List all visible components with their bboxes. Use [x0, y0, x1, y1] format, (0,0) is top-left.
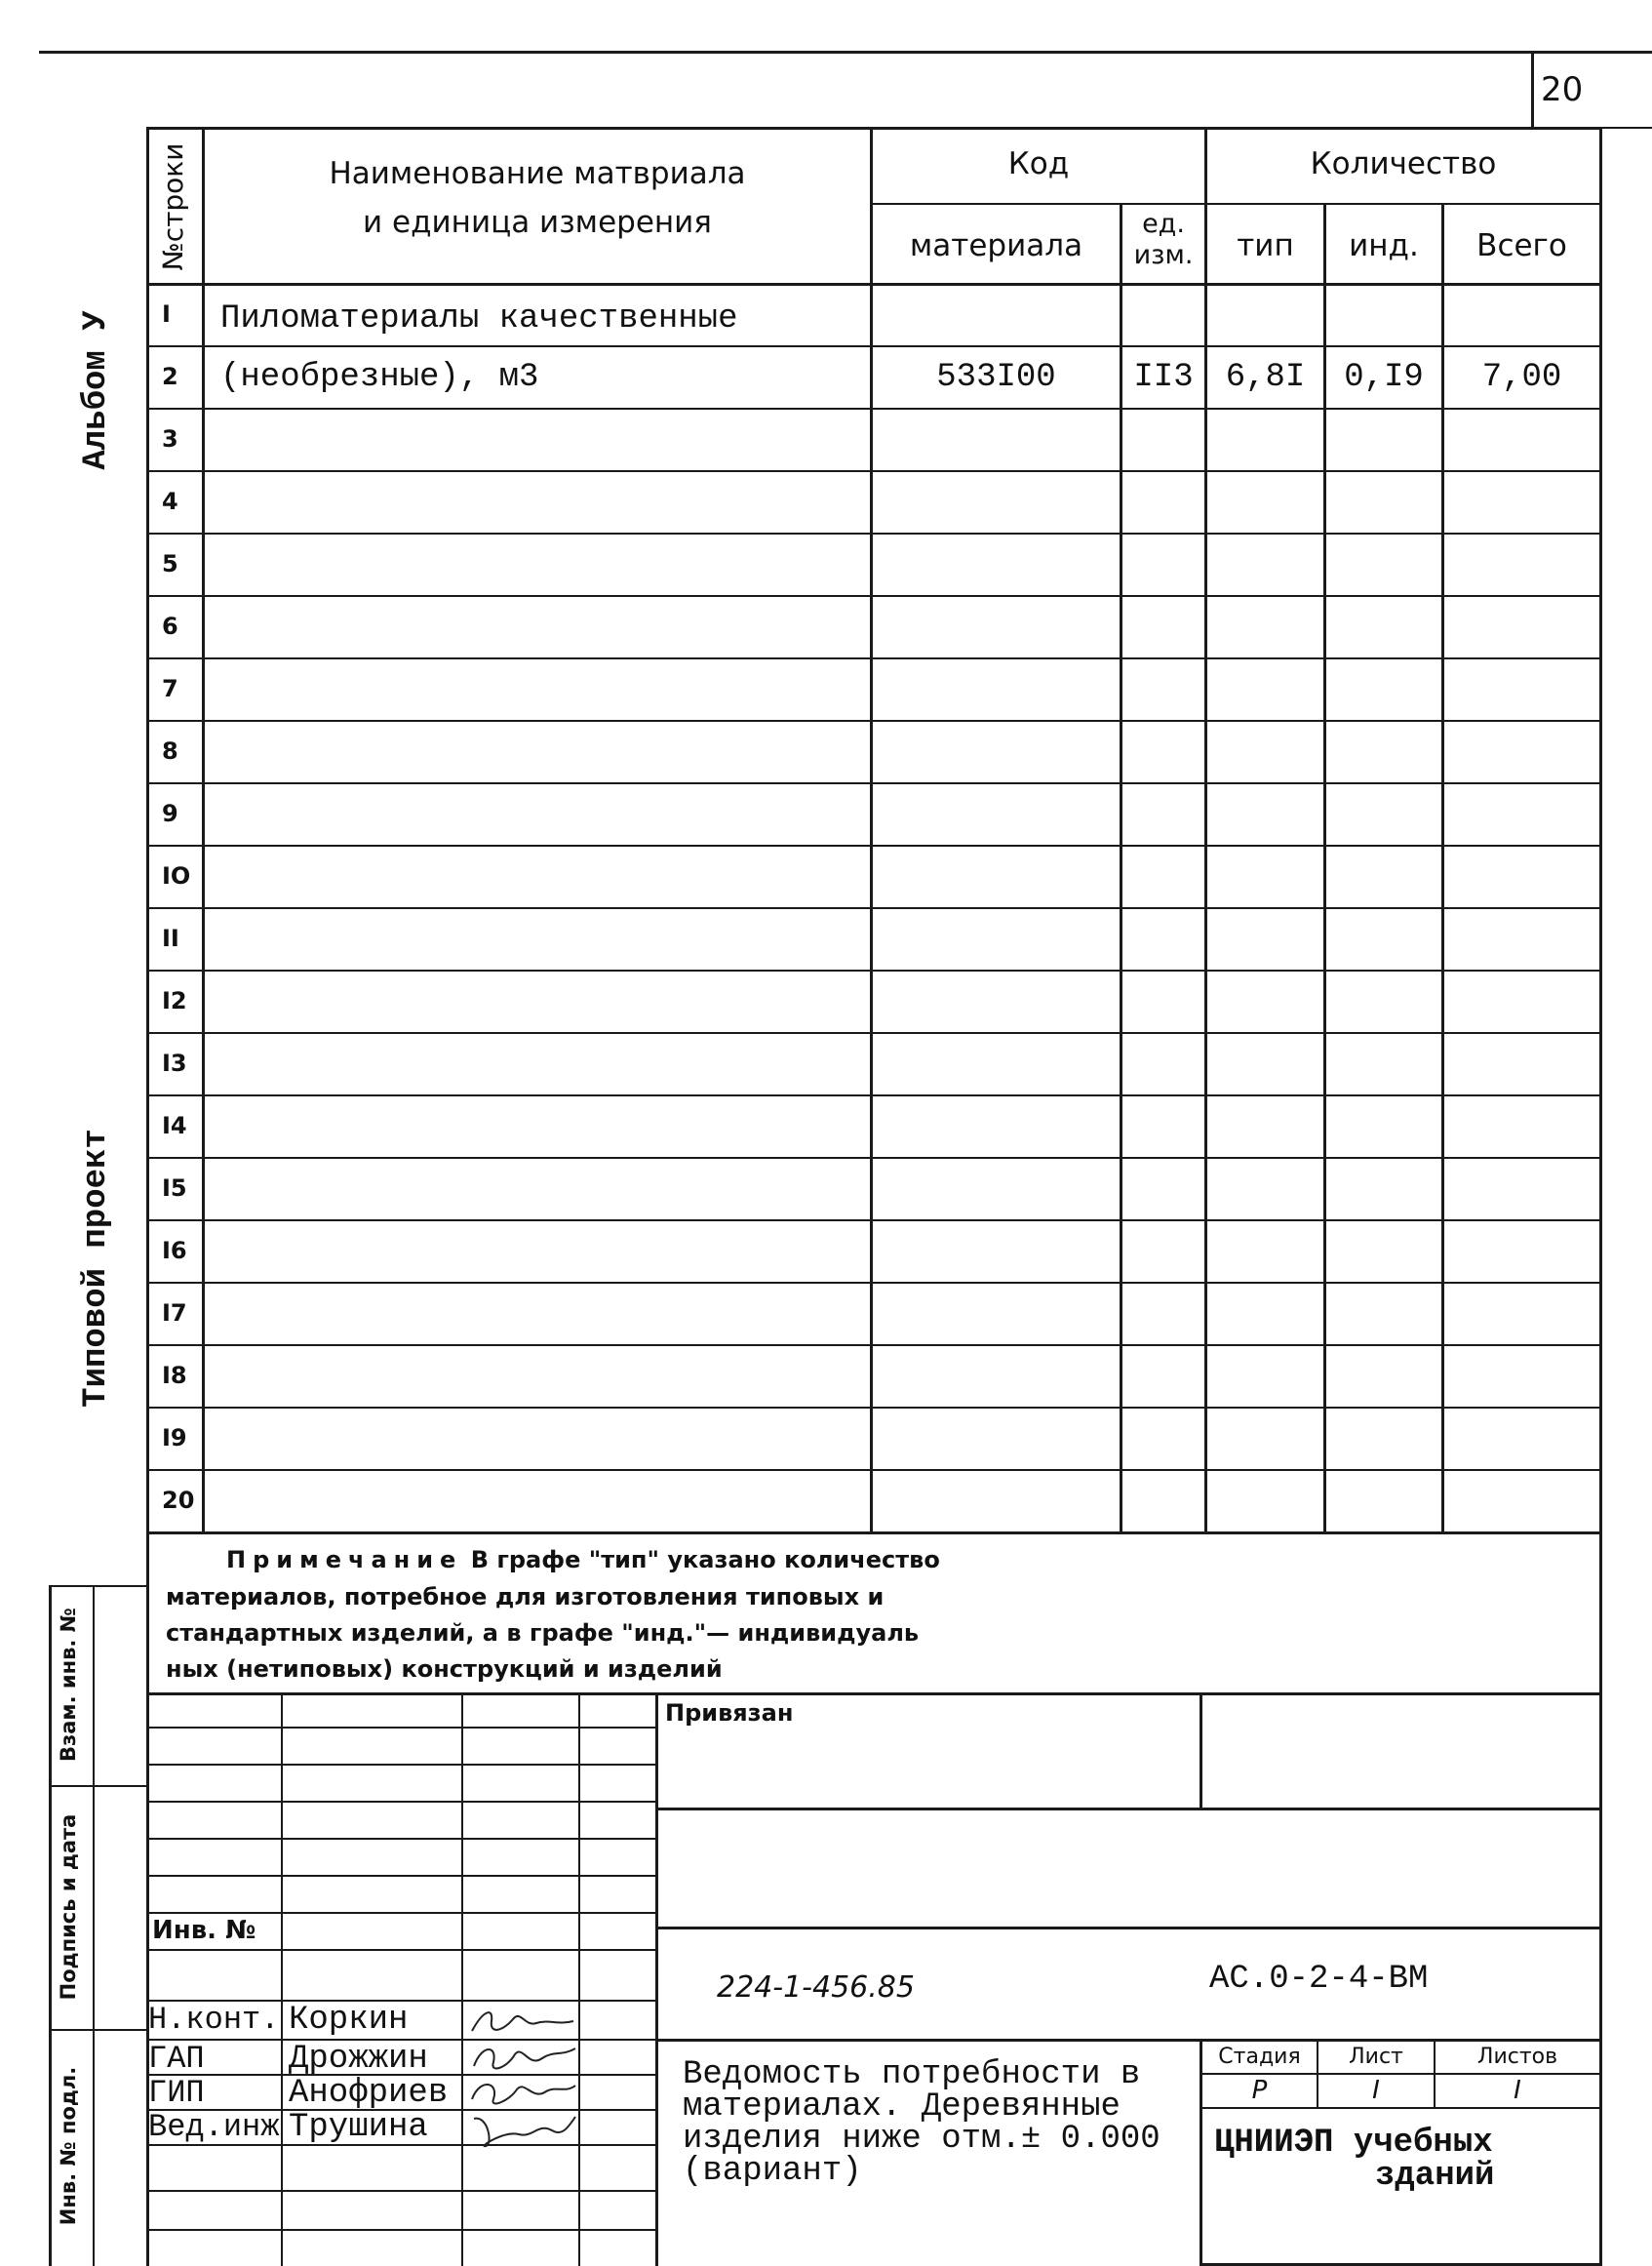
tb-col-role — [281, 1692, 283, 2266]
person-role-4: Вед.инж — [148, 2109, 280, 2145]
table-top — [146, 127, 1602, 130]
row-line — [146, 470, 1602, 472]
header-subrow — [870, 203, 1602, 205]
row-number: I7 — [162, 1299, 187, 1327]
top-rule — [39, 51, 1652, 54]
row-number: 6 — [162, 613, 178, 640]
row1-name: Пиломатериалы качественные — [220, 300, 738, 338]
sheet-label: Лист — [1349, 2045, 1403, 2069]
stamp-div-1 — [49, 1785, 146, 1787]
row-number: 9 — [162, 800, 178, 827]
tb-row — [146, 1912, 656, 1914]
row-line — [146, 1344, 1602, 1346]
row-line — [146, 1094, 1602, 1096]
row-number: 7 — [162, 675, 178, 702]
row-number: 8 — [162, 737, 178, 765]
tb-row — [146, 1875, 656, 1877]
title-line2: материалах. Деревянные — [683, 2088, 1121, 2126]
tb-bound-bottom — [655, 1808, 1602, 1810]
note-text-1: В графе "тип" указано количество — [470, 1546, 940, 1573]
row2-name: (необрезные), м3 — [220, 359, 539, 396]
type-header: тип — [1237, 228, 1294, 263]
row-number: I — [162, 300, 171, 328]
title-line1: Ведомость потребности в — [683, 2056, 1141, 2093]
row-line — [146, 1407, 1602, 1409]
name-header-line1: Наименование матвриала — [329, 156, 746, 191]
row-line — [146, 345, 1602, 347]
stamp-div-2 — [49, 2029, 146, 2031]
page-number: 20 — [1541, 70, 1584, 109]
table-right — [1599, 127, 1602, 2266]
person-name-2: Дрожжин — [289, 2041, 428, 2078]
row-number: 2 — [162, 363, 178, 390]
row-number: I9 — [162, 1424, 187, 1451]
title-line3: изделия ниже отм.± 0.000 — [683, 2121, 1160, 2158]
col-total — [1441, 205, 1444, 1533]
quantity-header: Количество — [1310, 146, 1497, 181]
person-role-2: ГАП — [148, 2041, 205, 2077]
row-line — [146, 845, 1602, 847]
row-number: 4 — [162, 488, 178, 515]
signature-trushina — [464, 2109, 579, 2152]
note-line3: стандартных изделий, а в графе "инд."— индивидуаль — [166, 1619, 920, 1647]
unit-header-line1: ед. — [1142, 209, 1185, 239]
row-no-header: №строки — [157, 142, 189, 271]
org-line1: ЦНИИЭП учебных — [1214, 2125, 1493, 2162]
tb-code-top — [655, 1927, 1602, 1929]
stage-label: Стадия — [1218, 2045, 1301, 2069]
tb-row — [146, 1764, 656, 1766]
org-line2: зданий — [1375, 2158, 1495, 2195]
note-line4: ных (нетиповых) конструкций и изделий — [166, 1655, 723, 1683]
podpis-data-label: Подпись и дата — [57, 1813, 80, 2001]
row-line — [146, 1032, 1602, 1034]
tb-row — [146, 1949, 656, 1951]
row-line — [146, 657, 1602, 659]
row-line — [146, 1219, 1602, 1221]
project-label: Типовой проект — [78, 1129, 115, 1408]
inv-podl-label: Инв. № подл. — [57, 2066, 80, 2226]
tb-bound-divider — [1200, 1692, 1202, 1808]
row-line — [146, 1282, 1602, 1284]
tb-row — [146, 1838, 656, 1840]
tb-col-sign — [578, 1692, 580, 2266]
tb-col-date — [655, 1692, 658, 2266]
row-line — [146, 408, 1602, 410]
tb-row — [146, 2190, 656, 2192]
code-header: Код — [1007, 146, 1070, 181]
row-number: I5 — [162, 1174, 187, 1202]
unit-header-line2: изм. — [1133, 240, 1194, 270]
inv-no-label: Инв. № — [152, 1916, 256, 1945]
row-number: 3 — [162, 425, 178, 453]
tb-row — [146, 2229, 656, 2231]
row2-unit: II3 — [1133, 359, 1194, 396]
ind-header: инд. — [1349, 228, 1419, 263]
row2-type: 6,8I — [1225, 359, 1306, 396]
tb-row — [146, 1727, 656, 1729]
stamp-left-border — [49, 1585, 52, 2266]
stage-value: Р — [1251, 2076, 1268, 2105]
person-role-1: Н.конт. — [148, 2002, 280, 2038]
signature-anofriev — [464, 2074, 579, 2113]
sheets-value: I — [1514, 2076, 1521, 2105]
tb-stage-row2 — [1200, 2107, 1602, 2109]
tb-row — [146, 1801, 656, 1803]
sheet-value: I — [1372, 2076, 1380, 2105]
signature-korkin — [464, 2002, 579, 2041]
row-number: 20 — [162, 1487, 195, 1514]
row-number: I8 — [162, 1362, 187, 1389]
note-line2: материалов, потребное для изготовления типовых и — [166, 1583, 885, 1610]
row2-ind: 0,I9 — [1344, 359, 1424, 396]
tb-stage-row1 — [1200, 2073, 1602, 2075]
row-number: I2 — [162, 987, 187, 1014]
row-number: I6 — [162, 1237, 187, 1264]
row-line — [146, 595, 1602, 597]
person-name-1: Коркин — [289, 2002, 409, 2039]
row-number: 5 — [162, 550, 178, 577]
album-label: Альбом У — [78, 310, 115, 470]
project-number: 224-1-456.85 — [717, 1970, 915, 2005]
person-name-4: Трушина — [289, 2109, 428, 2146]
row-line — [146, 533, 1602, 535]
row-line — [146, 720, 1602, 722]
total-header: Всего — [1476, 228, 1567, 263]
bound-label: Привязан — [665, 1699, 794, 1727]
title-line4: (вариант) — [683, 2153, 862, 2190]
row-number: II — [162, 925, 179, 952]
row-number: IO — [162, 862, 191, 890]
signature-drozhzhin — [464, 2039, 579, 2078]
row-line — [146, 1157, 1602, 1159]
sheets-label: Листов — [1476, 2045, 1558, 2069]
tb-code-bottom — [655, 2039, 1602, 2042]
row-line — [146, 907, 1602, 909]
col-code — [870, 127, 873, 1533]
name-header-line2: и единица измерения — [363, 205, 712, 240]
row-line — [146, 782, 1602, 784]
col-rownum — [202, 127, 205, 1533]
row-line — [146, 1469, 1602, 1471]
code-material-header: материала — [909, 228, 1083, 263]
tb-col-name — [461, 1692, 463, 2266]
table-body-bottom — [146, 1531, 1602, 1534]
vzam-inv-label: Взам. инв. № — [57, 1608, 80, 1762]
note-lead: Примечание — [226, 1546, 463, 1573]
titleblock-top — [146, 1692, 1602, 1695]
person-name-3: Анофриев — [289, 2075, 449, 2112]
header-bottom — [146, 283, 1602, 286]
row2-code: 533I00 — [936, 359, 1056, 396]
page-number-box-left — [1531, 51, 1534, 129]
row2-total: 7,00 — [1481, 359, 1562, 396]
document-code: АС.0-2-4-ВМ — [1209, 1961, 1429, 1998]
col-ind — [1323, 205, 1326, 1533]
person-role-3: ГИП — [148, 2075, 205, 2111]
col-unit — [1120, 205, 1122, 1533]
row-number: I3 — [162, 1050, 187, 1077]
stamp-mid-border — [93, 1585, 95, 2266]
row-line — [146, 970, 1602, 972]
col-type — [1204, 127, 1207, 1533]
note-line1 — [226, 1546, 940, 1573]
row-number: I4 — [162, 1112, 187, 1139]
